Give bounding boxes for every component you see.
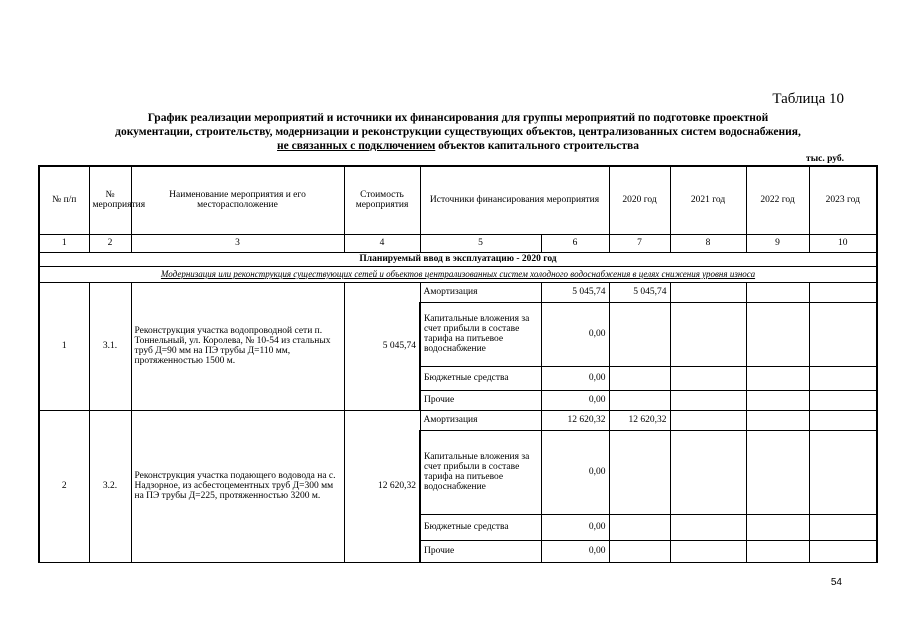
col-number: 5 bbox=[420, 234, 541, 252]
header-cost: Стоимость мероприятия bbox=[344, 166, 420, 234]
table-label: Таблица 10 bbox=[772, 91, 844, 107]
row-name: Реконструкция участка водопроводной сети п. Тоннельный, ул. Королева, № 10-54 из стальных труб Д=90 мм на ПЭ трубы Д=110 мм, протяженностью 1500 м. bbox=[131, 282, 344, 410]
year-2021-value bbox=[670, 302, 746, 366]
header-sources: Источники финансирования мероприятия bbox=[420, 166, 609, 234]
table-row bbox=[39, 410, 877, 430]
header-num: № п/п bbox=[39, 166, 89, 234]
header-event-no: № мероприятия bbox=[89, 166, 131, 234]
year-2023-value bbox=[809, 410, 877, 430]
year-2023-value bbox=[809, 540, 877, 562]
source-amount: 0,00 bbox=[541, 302, 609, 366]
col-number: 10 bbox=[809, 234, 877, 252]
year-2022-value bbox=[746, 390, 809, 410]
row-cost: 5 045,74 bbox=[344, 282, 420, 410]
year-2020-value bbox=[609, 366, 670, 390]
source-amount: 5 045,74 bbox=[541, 282, 609, 302]
source-amount: 0,00 bbox=[541, 366, 609, 390]
source-label: Капитальные вложения за счет прибыли в составе тарифа на питьевое водоснабжение bbox=[420, 302, 541, 366]
col-number: 3 bbox=[131, 234, 344, 252]
year-2020-value bbox=[609, 514, 670, 540]
year-2021-value bbox=[670, 410, 746, 430]
source-label: Прочие bbox=[420, 390, 541, 410]
year-2020-value bbox=[609, 430, 670, 514]
source-label: Капитальные вложения за счет прибыли в составе тарифа на питьевое водоснабжение bbox=[420, 430, 541, 514]
year-2022-value bbox=[746, 302, 809, 366]
source-label: Прочие bbox=[420, 540, 541, 562]
year-2023-value bbox=[809, 302, 877, 366]
year-2020-value bbox=[609, 540, 670, 562]
col-number: 2 bbox=[89, 234, 131, 252]
source-amount: 0,00 bbox=[541, 390, 609, 410]
year-2021-value bbox=[670, 366, 746, 390]
year-2021-value bbox=[670, 514, 746, 540]
year-2021-value bbox=[670, 282, 746, 302]
source-label: Бюджетные средства bbox=[420, 514, 541, 540]
year-2022-value bbox=[746, 410, 809, 430]
col-number: 4 bbox=[344, 234, 420, 252]
year-2022-value bbox=[746, 430, 809, 514]
year-2021-value bbox=[670, 540, 746, 562]
source-amount: 0,00 bbox=[541, 430, 609, 514]
section-title: Планируемый ввод в эксплуатацию - 2020 год bbox=[39, 252, 877, 266]
header-2020: 2020 год bbox=[609, 166, 670, 234]
year-2022-value bbox=[746, 366, 809, 390]
year-2023-value bbox=[809, 282, 877, 302]
year-2022-value bbox=[746, 540, 809, 562]
year-2022-value bbox=[746, 514, 809, 540]
row-name: Реконструкция участка подающего водовода на с. Надзорное, из асбестоцементных труб Д=300 мм на ПЭ трубы Д=225, протяженностью 3200 м. bbox=[131, 410, 344, 562]
section-row bbox=[39, 252, 877, 266]
title-line-3-rest: объектов капитального строительства bbox=[435, 140, 639, 152]
source-amount: 0,00 bbox=[541, 514, 609, 540]
units-label: тыс. руб. bbox=[806, 154, 844, 164]
year-2020-value bbox=[609, 390, 670, 410]
header-2023: 2023 год bbox=[809, 166, 877, 234]
row-cost: 12 620,32 bbox=[344, 410, 420, 562]
source-label: Амортизация bbox=[420, 282, 541, 302]
col-number: 1 bbox=[39, 234, 89, 252]
year-2023-value bbox=[809, 390, 877, 410]
year-2020-value: 5 045,74 bbox=[609, 282, 670, 302]
source-amount: 0,00 bbox=[541, 540, 609, 562]
financing-table bbox=[38, 165, 878, 563]
title-line-1: График реализации мероприятий и источники их финансирования для группы мероприятий по подготовке проектной bbox=[147, 112, 769, 124]
source-label: Бюджетные средства bbox=[420, 366, 541, 390]
header-row bbox=[39, 166, 877, 234]
col-number: 6 bbox=[541, 234, 609, 252]
year-2023-value bbox=[809, 514, 877, 540]
year-2020-value: 12 620,32 bbox=[609, 410, 670, 430]
col-number: 8 bbox=[670, 234, 746, 252]
row-event-no: 3.1. bbox=[89, 282, 131, 410]
source-amount: 12 620,32 bbox=[541, 410, 609, 430]
year-2021-value bbox=[670, 430, 746, 514]
header-name: Наименование мероприятия и его месторасположение bbox=[131, 166, 344, 234]
document-title bbox=[40, 111, 876, 153]
title-underlined-text: не связанных с подключением bbox=[277, 140, 436, 152]
page-number: 54 bbox=[830, 577, 842, 588]
subsection-row bbox=[39, 266, 877, 282]
year-2021-value bbox=[670, 390, 746, 410]
row-event-no: 3.2. bbox=[89, 410, 131, 562]
row-num: 1 bbox=[39, 282, 89, 410]
year-2022-value bbox=[746, 282, 809, 302]
table-row bbox=[39, 282, 877, 302]
header-2022: 2022 год bbox=[746, 166, 809, 234]
row-num: 2 bbox=[39, 410, 89, 562]
col-number: 9 bbox=[746, 234, 809, 252]
title-line-2: документации, строительству, модернизации и реконструкции существующих объектов, централизованных систем водоснабжения, bbox=[115, 126, 801, 138]
column-number-row bbox=[39, 234, 877, 252]
title-line-3 bbox=[40, 139, 876, 153]
header-2021: 2021 год bbox=[670, 166, 746, 234]
year-2023-value bbox=[809, 430, 877, 514]
year-2023-value bbox=[809, 366, 877, 390]
col-number: 7 bbox=[609, 234, 670, 252]
year-2020-value bbox=[609, 302, 670, 366]
source-label: Амортизация bbox=[420, 410, 541, 430]
subsection-title: Модернизация или реконструкция существующих сетей и объектов централизованных систем холодного водоснабжения в целях снижения уровня износа bbox=[39, 266, 877, 282]
